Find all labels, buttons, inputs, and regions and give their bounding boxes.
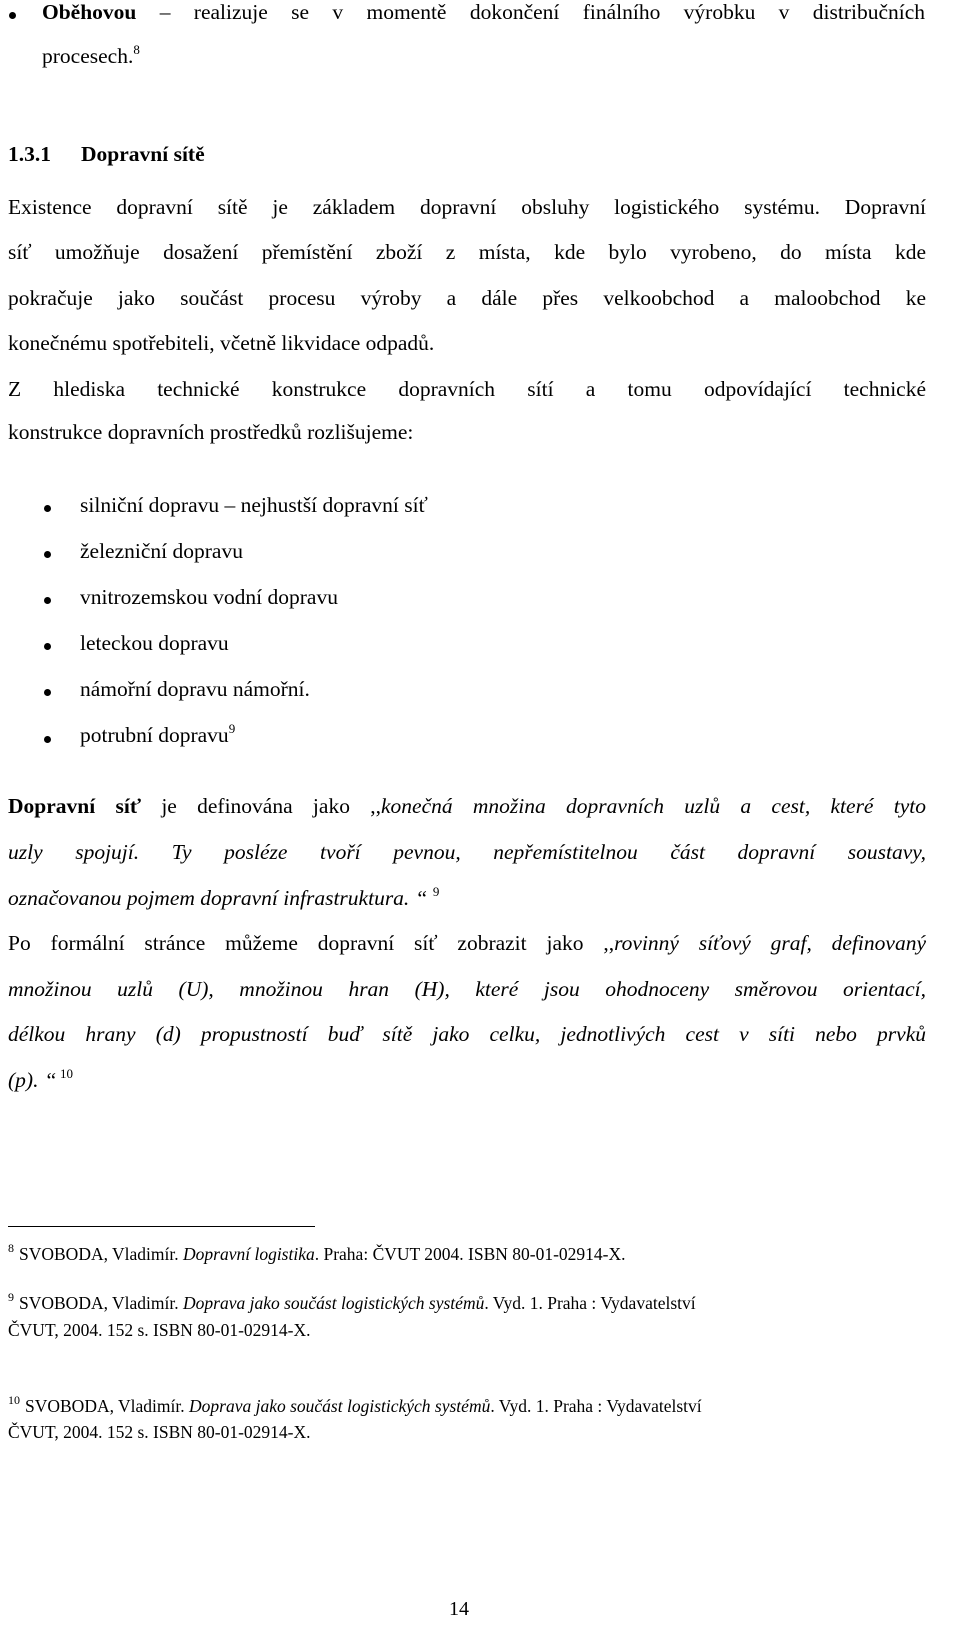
formal-quote: množinou uzlů (U), množinou hran (H), které jsou ohodnoceny směrovou orientací, xyxy=(8,977,926,1001)
footnote-author: SVOBODA, Vladimír. xyxy=(19,1293,183,1313)
list-item: námořní dopravu námořní. xyxy=(80,677,310,701)
footnote-ref: 10 xyxy=(60,1066,73,1081)
footnote-author: SVOBODA, Vladimír. xyxy=(25,1396,189,1416)
top-bullet-line-2 xyxy=(42,44,140,69)
list-item-text: potrubní dopravu xyxy=(80,723,229,747)
footnote xyxy=(8,1290,696,1314)
top-bullet-line-1 xyxy=(42,0,925,25)
footnote xyxy=(8,1393,702,1417)
para2-line: Z hlediska technické konstrukce dopravních sítí a tomu odpovídající technické xyxy=(8,377,926,401)
footnote-ref: 8 xyxy=(133,42,140,57)
definition-quote: konečná množina dopravních uzlů a cest, které tyto xyxy=(380,794,927,818)
definition-line-3 xyxy=(8,886,439,911)
footnote-number: 8 xyxy=(8,1241,14,1255)
footnote-title: Dopravní logistika xyxy=(183,1244,315,1264)
definition-quote: uzly spojují. Ty posléze tvoří pevnou, nepřemístitelnou část dopravní soustavy, xyxy=(8,840,926,864)
section-title: Dopravní sítě xyxy=(81,142,205,166)
footnote-line-2: ČVUT, 2004. 152 s. ISBN 80-01-02914-X. xyxy=(8,1320,311,1340)
section-heading xyxy=(8,142,205,167)
formal-intro: Po formální stránce můžeme dopravní síť zobrazit jako ,, xyxy=(8,931,615,955)
definition-line-2 xyxy=(8,840,926,865)
footnote xyxy=(8,1241,626,1265)
formal-line-3 xyxy=(8,1022,926,1047)
footnote-title: Doprava jako součást logistických systémů xyxy=(183,1293,485,1313)
footnote-number: 10 xyxy=(8,1393,20,1407)
formal-line-2 xyxy=(8,977,926,1002)
definition-intro: je definována jako ,, xyxy=(141,794,381,818)
closing-quote: “ xyxy=(46,1068,56,1092)
list-item: leteckou dopravu xyxy=(80,631,229,655)
para1-line: síť umožňuje dosažení přemístění zboží z místa, kde bylo vyrobeno, do místa kde xyxy=(8,240,926,264)
bullet-icon xyxy=(44,643,51,650)
definition-line-1 xyxy=(8,794,926,819)
list-item: železniční dopravu xyxy=(80,539,243,563)
footnote-title: Doprava jako součást logistických systémů xyxy=(189,1396,491,1416)
definition-term: Dopravní síť xyxy=(8,794,142,818)
footnote-rest: . Praha: ČVUT 2004. ISBN 80-01-02914-X. xyxy=(314,1244,626,1264)
footnote-ref: 9 xyxy=(432,884,440,899)
formal-line-1 xyxy=(8,931,926,956)
para1-line: pokračuje jako součást procesu výroby a dále přes velkoobchod a maloobchod ke xyxy=(8,286,926,310)
formal-quote: (p). xyxy=(8,1068,39,1092)
bullet-icon xyxy=(44,597,51,604)
bullet-icon xyxy=(44,551,51,558)
top-bullet-term: Oběhovou xyxy=(42,0,137,24)
bullet-icon xyxy=(44,689,51,696)
para1-line: Existence dopravní sítě je základem dopravní obsluhy logistického systému. Dopravní xyxy=(8,195,926,219)
section-number: 1.3.1 xyxy=(8,142,51,166)
closing-quote: “ xyxy=(417,886,427,910)
list-item: silniční dopravu – nejhustší dopravní síť xyxy=(80,493,428,517)
list-item xyxy=(80,723,235,748)
para2-line: konstrukce dopravních prostředků rozlišujeme: xyxy=(8,420,414,444)
footnote-author: SVOBODA, Vladimír. xyxy=(19,1244,183,1264)
footnote-number: 9 xyxy=(8,1290,14,1304)
footnote-separator xyxy=(8,1226,315,1227)
para1-line: konečnému spotřebiteli, včetně likvidace odpadů. xyxy=(8,331,435,355)
top-bullet-text-2: procesech. xyxy=(42,44,134,68)
list-item: vnitrozemskou vodní dopravu xyxy=(80,585,338,609)
top-bullet-text: – realizuje se v momentě dokončení finálního výrobku v distribučních xyxy=(136,0,925,24)
bullet-icon xyxy=(44,505,51,512)
page-number: 14 xyxy=(449,1598,469,1620)
footnote-rest: . Vyd. 1. Praha : Vydavatelství xyxy=(484,1293,696,1313)
bullet-icon xyxy=(9,12,16,19)
formal-quote: rovinný síťový graf, definovaný xyxy=(614,931,926,955)
footnote-rest: . Vyd. 1. Praha : Vydavatelství xyxy=(490,1396,702,1416)
definition-quote: označovanou pojmem dopravní infrastruktura. xyxy=(8,886,410,910)
formal-quote: délkou hrany (d) propustností buď sítě jako celku, jednotlivých cest v síti nebo prvků xyxy=(8,1022,926,1046)
bullet-icon xyxy=(44,736,51,743)
formal-line-4 xyxy=(8,1068,73,1093)
footnote-ref: 9 xyxy=(228,721,236,736)
footnote-line-2: ČVUT, 2004. 152 s. ISBN 80-01-02914-X. xyxy=(8,1422,311,1442)
